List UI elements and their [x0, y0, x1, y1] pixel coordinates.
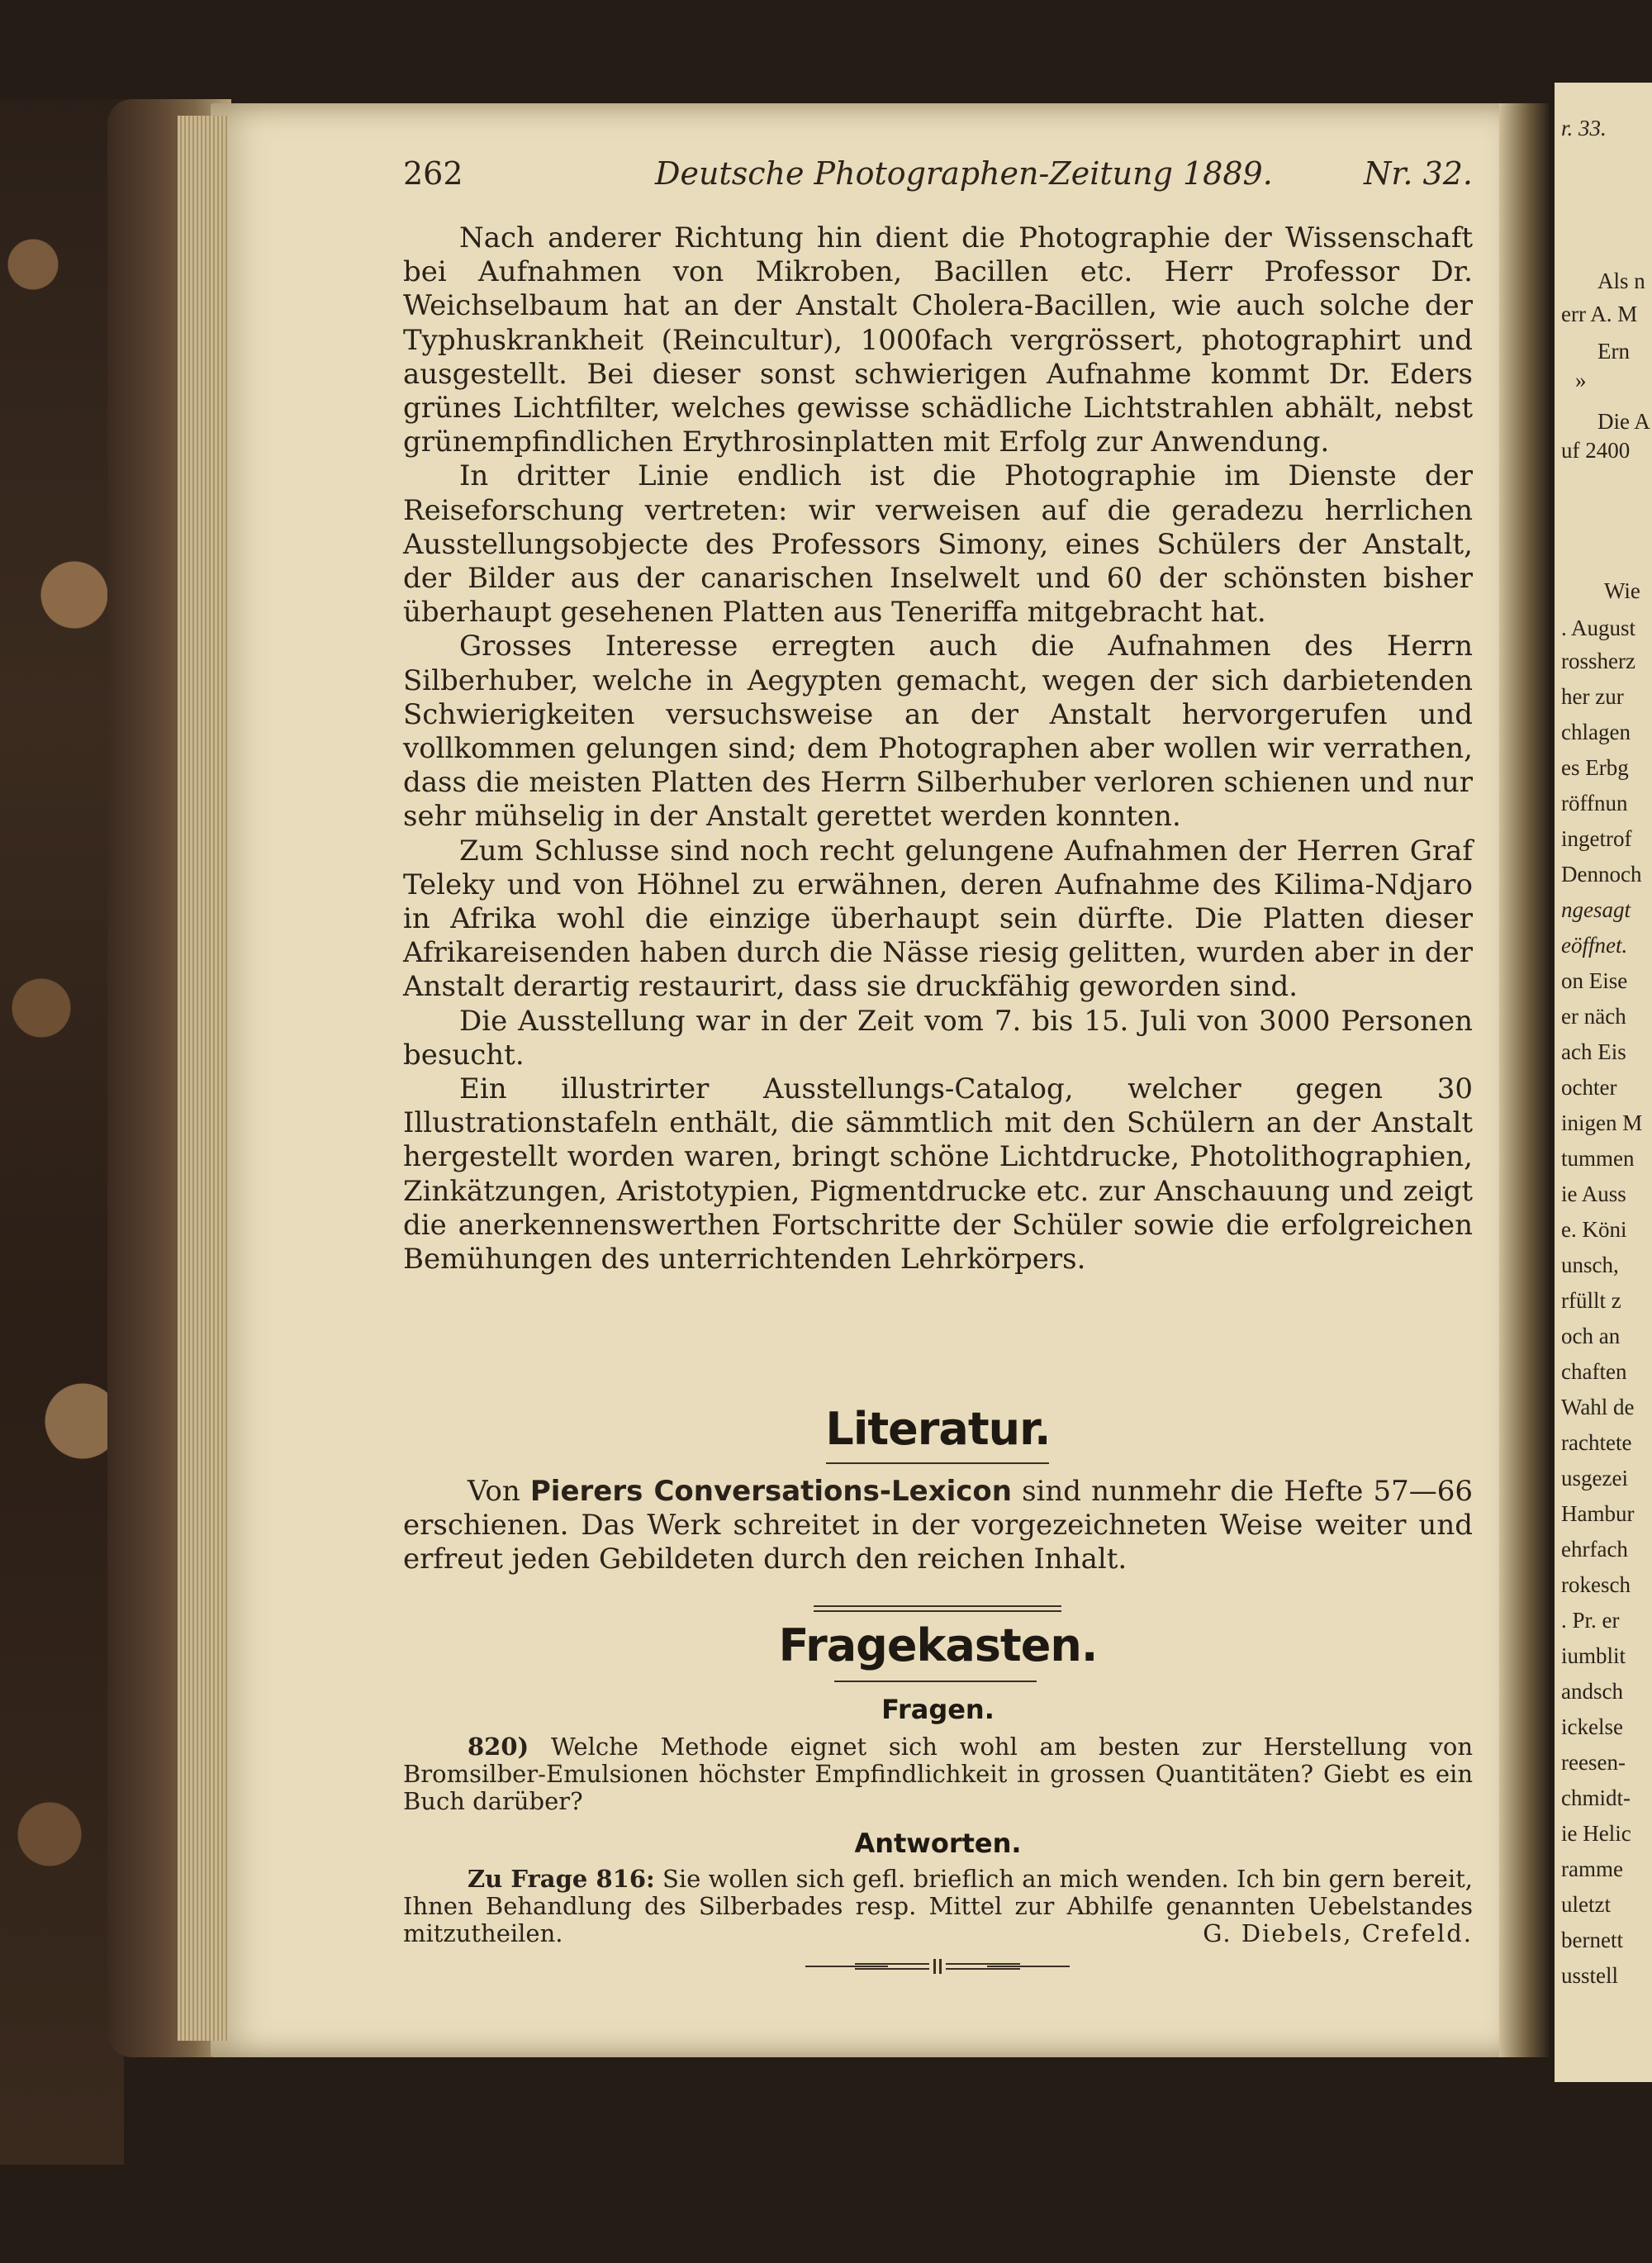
- right-page-fragment: ach Eis: [1561, 1039, 1626, 1064]
- right-page-fragment: reesen-: [1561, 1750, 1626, 1775]
- right-page-fragment: röffnun: [1561, 791, 1628, 815]
- right-page-fragment: Die A: [1597, 409, 1650, 434]
- right-page-fragment: ie Auss: [1561, 1181, 1626, 1206]
- ornamental-rule: [805, 1956, 1070, 1976]
- right-page-fragment: Wie: [1604, 578, 1640, 603]
- right-page-fragment: »: [1575, 368, 1587, 392]
- right-page-fragment: ochter: [1561, 1075, 1617, 1100]
- answer-paragraph: [403, 1866, 1473, 1947]
- literatur-text-before: Von: [468, 1475, 520, 1508]
- fragekasten-heading: Fragekasten.: [778, 1619, 1098, 1671]
- right-page-fragment: ramme: [1561, 1857, 1623, 1881]
- right-page-fragment: usstell: [1561, 1963, 1619, 1988]
- right-page-fragment: Wahl de: [1561, 1395, 1635, 1419]
- article-paragraph: In dritter Linie endlich ist die Photographie im Dienste der Reiseforschung vertreten: wir verweisen auf die geradezu herrlichen Ausstellungsobjecte des Professors Simony, eines Schülers der Anstalt, der Bilder aus der canarischen Inselwelt und 60 der schönsten bisher überhaupt gesehenen Platten aus Teneriffa mitgebracht hat.: [403, 459, 1473, 630]
- article-paragraph: Nach anderer Richtung hin dient die Photographie der Wissenschaft bei Aufnahmen von Mikroben, Bacillen etc. Herr Professor Dr. Weichselbaum hat an der Anstalt Cholera-Bacillen, wie auch solche der Typhuskrankheit (Reincultur), 1000fach vergrössert, photographirt und ausgestellt. Bei dieser sonst schwierigen Aufnahme kommt Dr. Eders grünes Lichtfilter, welches gewisse schädliche Lichtstrahlen abhält, nebst grünempfindlichen Erythrosinplatten mit Erfolg zur Anwendung.: [403, 221, 1473, 459]
- right-page-fragment: chlagen: [1561, 720, 1631, 744]
- right-page-fragment: rossherz: [1561, 649, 1635, 673]
- right-page-fragment: uletzt: [1561, 1892, 1611, 1917]
- right-page-fragment: Als n: [1597, 269, 1645, 293]
- right-page-fragment: och an: [1561, 1324, 1621, 1348]
- article-paragraph: Ein illustrirter Ausstellungs-Catalog, welcher gegen 30 Illustrationstafeln enthält, die sämmtlich mit den Schülern an der Anstalt hergestellt worden waren, bringt schöne Lichtdrucke, Photolithographien, Zinkätzungen, Aristotypien, Pigmentdrucke etc. zur Anschauung und zeigt die anerkennenswerthen Fortschritte der Schüler sowie die erfolgreichen Bemühungen des unterrichtenden Lehrkörpers.: [403, 1072, 1473, 1277]
- right-page-fragment: rokesch: [1561, 1572, 1631, 1597]
- right-page-fragment: ingetrof: [1561, 826, 1632, 851]
- right-page-fragment: eöffnet.: [1561, 933, 1628, 958]
- right-page-fragment: ehrfach: [1561, 1537, 1628, 1562]
- right-page-fragment: uf 2400: [1561, 438, 1631, 463]
- right-page-fragment: her zur: [1561, 684, 1624, 709]
- answer-816: [403, 1866, 1473, 1947]
- right-page-fragment: rfüllt z: [1561, 1288, 1621, 1313]
- answer-label: Zu Frage 816:: [468, 1865, 655, 1893]
- right-page-fragment: Hambur: [1561, 1501, 1635, 1526]
- book-gutter: [1499, 103, 1549, 2057]
- antworten-heading: Antworten.: [854, 1828, 1022, 1859]
- right-page-fragment: err A. M: [1561, 302, 1638, 326]
- right-page-fragment: . August: [1561, 616, 1636, 640]
- right-page-fragment: es Erbg: [1561, 755, 1629, 780]
- section-divider: [814, 1605, 1061, 1607]
- right-page-fragment: unsch,: [1561, 1253, 1619, 1277]
- question-820: [403, 1733, 1473, 1815]
- right-page-fragment: andsch: [1561, 1679, 1623, 1704]
- right-page-fragment: iumblit: [1561, 1643, 1626, 1668]
- right-page-fragment: rachtete: [1561, 1430, 1632, 1455]
- literatur-body: [403, 1475, 1473, 1576]
- article-paragraph: Die Ausstellung war in der Zeit vom 7. bis 15. Juli von 3000 Personen besucht.: [403, 1004, 1473, 1072]
- page-number: 262: [403, 155, 463, 192]
- right-page-fragment: inigen M: [1561, 1110, 1643, 1135]
- literatur-title: Pierers Conversations-Lexicon: [529, 1475, 1012, 1508]
- fragen-heading: Fragen.: [881, 1694, 995, 1725]
- right-page-fragment: er näch: [1561, 1004, 1626, 1029]
- section-divider: [814, 1610, 1061, 1612]
- section-rule: [826, 1462, 1049, 1464]
- right-page-fragment: e. Köni: [1561, 1217, 1627, 1242]
- right-page-fragment: on Eise: [1561, 968, 1628, 993]
- journal-title: Deutsche Photographen-Zeitung 1889.: [655, 155, 1273, 192]
- right-page-fragment: ngesagt: [1561, 897, 1631, 922]
- issue-number: Nr. 32.: [1364, 155, 1473, 192]
- right-page-fragment: Dennoch: [1561, 862, 1642, 887]
- literatur-heading: Literatur.: [825, 1403, 1051, 1455]
- marbled-cover: [0, 99, 124, 2165]
- right-page-fragment: r. 33.: [1561, 116, 1607, 140]
- article-paragraph: Grosses Interesse erregten auch die Aufnahmen des Herrn Silberhuber, welche in Aegypten gemacht, wegen der sich darbietenden Schwierigkeiten versuchsweise an der Anstalt hervorgerufen und vollkommen gelungen sind; dem Photographen aber wollen wir verrathen, dass die meisten Platten des Herrn Silberhuber verloren schienen und nur sehr mühselig in der Anstalt gerettet werden konnten.: [403, 630, 1473, 834]
- answer-signature: G. Diebels, Crefeld.: [1203, 1919, 1473, 1947]
- right-page: [1555, 83, 1652, 2082]
- literatur-text-after: sind nunmehr die Hefte 57—66 erschienen. Das Werk schreitet in der vorgezeichneten Weise weiter und erfreut jeden Gebildeten durch den reichen Inhalt.: [403, 1475, 1473, 1576]
- question-text: Welche Methode eignet sich wohl am besten zur Herstellung von Bromsilber-Emulsionen höchster Empfindlichkeit in grossen Quantitäten? Giebt es ein Buch darüber?: [403, 1733, 1474, 1815]
- article-paragraph: Zum Schlusse sind noch recht gelungene Aufnahmen der Herren Graf Teleky und von Höhnel zu erwähnen, deren Aufnahme des Kilima-Ndjaro in Afrika wohl die einzige überhaupt sein dürfte. Die Platten dieser Afrikareisenden haben durch die Nässe riesig gelitten, wurden aber in der Anstalt derartig restaurirt, dass sie druckfähig geworden sind.: [403, 834, 1473, 1004]
- right-page-fragment: chmidt-: [1561, 1785, 1631, 1810]
- right-page-fragment: bernett: [1561, 1928, 1623, 1952]
- article-body: [403, 221, 1473, 1277]
- page-edges: [178, 116, 227, 2041]
- section-rule: [834, 1681, 1037, 1682]
- right-page-fragment: chaften: [1561, 1359, 1627, 1384]
- right-page-fragment: usgezei: [1561, 1466, 1628, 1490]
- right-page-fragment: ickelse: [1561, 1714, 1623, 1739]
- question-paragraph: [403, 1733, 1473, 1815]
- answer-text: Sie wollen sich gefl. brieflich an mich wenden. Ich bin gern bereit, Ihnen Behandlung des Silberbades resp. Mittel zur Abhilfe genannten Uebelstandes mitzutheilen.: [403, 1865, 1474, 1947]
- right-page-fragment: Ern: [1597, 339, 1630, 364]
- literatur-paragraph: [403, 1475, 1473, 1576]
- right-page-fragment: ie Helic: [1561, 1821, 1631, 1846]
- right-page-fragment: tummen: [1561, 1146, 1635, 1171]
- question-number: 820): [468, 1733, 529, 1761]
- running-head: [403, 155, 1473, 197]
- right-page-fragment: . Pr. er: [1561, 1608, 1620, 1633]
